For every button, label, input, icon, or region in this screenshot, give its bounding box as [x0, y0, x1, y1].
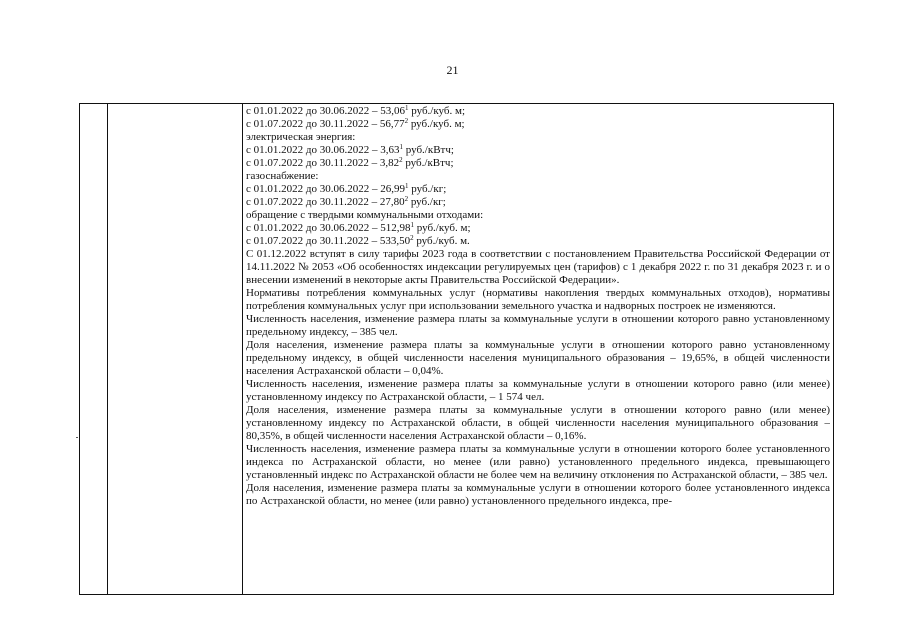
column-divider [107, 104, 108, 594]
tariff-line: с 01.01.2022 до 30.06.2022 – 26,99$^1$ руб./кг; [246, 182, 447, 195]
document-table [79, 103, 834, 595]
paragraph: Доля населения, изменение размера платы за коммунальные услуги в отношении которого более установленного индекса по Астраханской области, но менее (или равно) установленного предельного индекса, пре- [246, 482, 830, 507]
page-number: 21 [446, 63, 459, 77]
scan-speck [76, 437, 78, 438]
tariff-line: с 01.07.2022 до 30.11.2022 – 3,82$^2$ руб./кВтч; [246, 156, 454, 169]
tariff-line: с 01.07.2022 до 30.11.2022 – 533,50$^2$ руб./куб. м. [246, 234, 470, 247]
tariff-line: с 01.01.2022 до 30.06.2022 – 3,63$^1$ руб./кВтч; [246, 143, 454, 156]
paragraph: Доля населения, изменение размера платы за коммунальные услуги в отношении которого равно (или менее) установленному индексу по Астраханской области, в общей численности населения муниципального образования – 80,35%, в общей численности населения Астраханской области – 0,16%. [246, 404, 830, 442]
paragraph: Численность населения, изменение размера платы за коммунальные услуги в отношении которого равно установленному предельному индексу, – 385 чел. [246, 313, 830, 338]
tariff-line: электрическая энергия: [246, 131, 356, 143]
table-cell-text [246, 105, 830, 595]
paragraph: Доля населения, изменение размера платы за коммунальные услуги в отношении которого равно установленному предельному индексу, в общей численности населения муниципального образования – 19,65%, в общей численности населения Астраханской области – 0,04%. [246, 339, 830, 377]
paragraph: Численность населения, изменение размера платы за коммунальные услуги в отношении которого равно (или менее) установленному индексу по Астраханской области, – 1 574 чел. [246, 378, 830, 403]
tariff-line: с 01.01.2022 до 30.06.2022 – 53,06$^1$ руб./куб. м; [246, 105, 466, 117]
paragraph: Численность населения, изменение размера платы за коммунальные услуги в отношении которого более установленного индекса по Астраханской области, но менее (или равно) установленного предельного индекса, превышающего установленный индекс по Астраханской области не более чем на величину отклонения по Астраханской области, – 385 чел. [246, 443, 830, 481]
tariff-line: с 01.01.2022 до 30.06.2022 – 512,98$^1$ руб./куб. м; [246, 221, 471, 234]
tariff-line: с 01.07.2022 до 30.11.2022 – 27,80$^2$ руб./кг; [246, 195, 446, 208]
paragraph: Нормативы потребления коммунальных услуг (нормативы накопления твердых коммунальных отходов), нормативы потребления коммунальных услуг при использовании земельного участка и надворных построек не изменяются. [246, 287, 830, 312]
tariff-line: с 01.07.2022 до 30.11.2022 – 56,77$^2$ руб./куб. м; [246, 117, 465, 130]
column-divider [242, 104, 243, 594]
tariff-line: обращение с твердыми коммунальными отходами: [246, 209, 484, 221]
tariff-line: газоснабжение: [246, 170, 319, 182]
paragraph: С 01.12.2022 вступят в силу тарифы 2023 года в соответствии с постановлением Правительства Российской Федерации от 14.11.2022 № 2053 «Об особенностях индексации регулируемых цен (тарифов) с 1 декабря 2022 г. по 31 декабря 2023 г. и о внесении изменений в некоторые акты Правительства Российской Федерации». [246, 248, 830, 286]
